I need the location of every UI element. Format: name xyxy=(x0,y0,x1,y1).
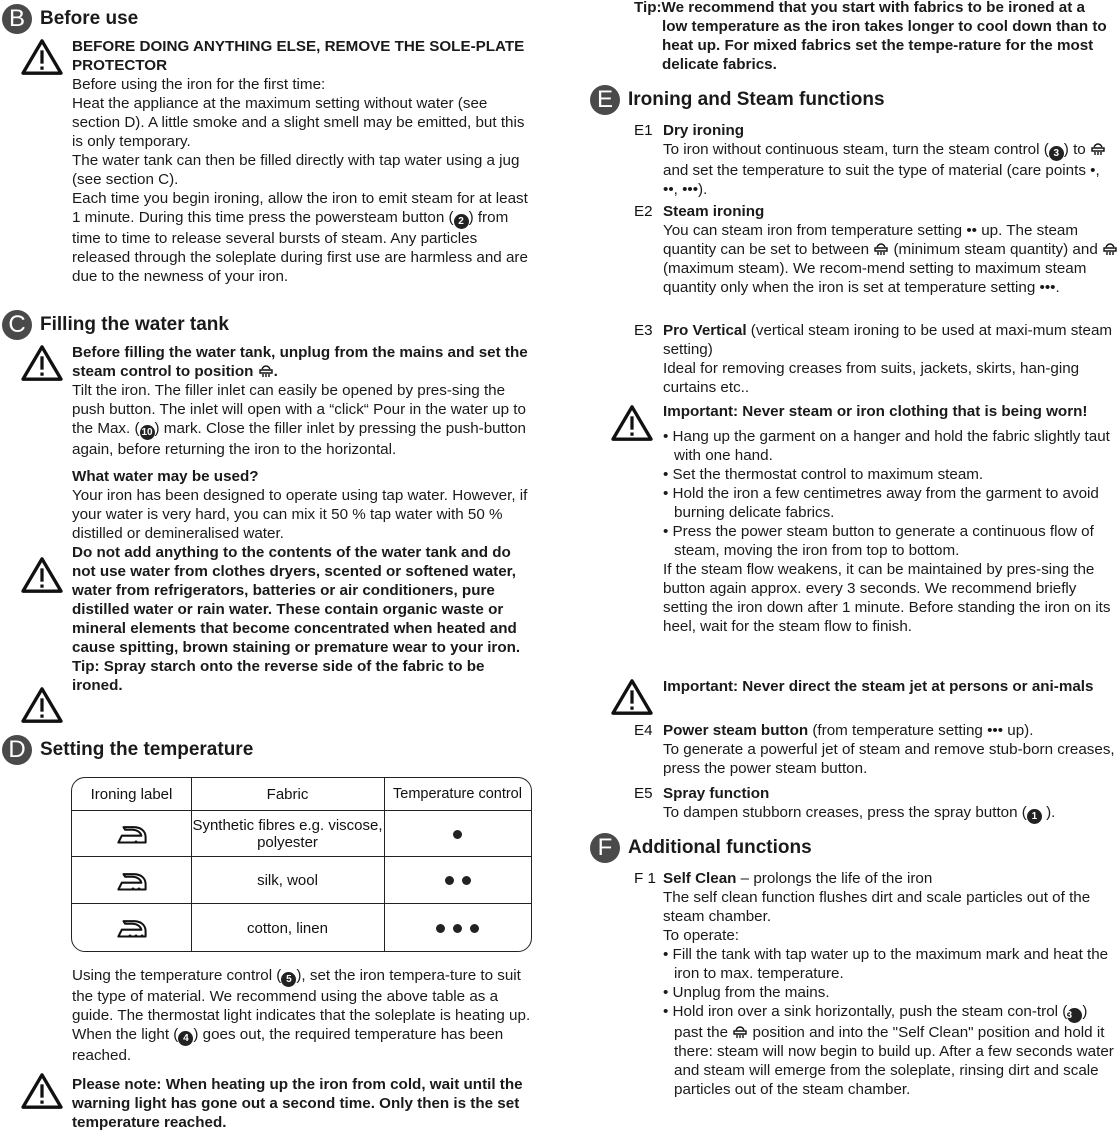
e3-text-2: Ideal for removing creases from suits, jackets, skirts, han-ging curtains etc.. xyxy=(663,360,1080,396)
e5-label: E5 xyxy=(634,785,653,802)
e5-block xyxy=(663,784,1118,824)
iron-two-dot-icon xyxy=(115,869,149,893)
header-temperature-control: Temperature control xyxy=(393,785,522,802)
e1-title: Dry ironing xyxy=(663,122,745,139)
table-row xyxy=(72,903,531,952)
e3-block xyxy=(663,321,1118,397)
temperature-table xyxy=(71,777,532,952)
section-e-badge: E xyxy=(590,85,620,115)
number-3-icon: 3 xyxy=(1049,146,1064,161)
warning-icon xyxy=(610,678,654,716)
water-answer: Your iron has been designed to operate using tap water. However, if your water is very hard, you can mix it 50 % tap water with 50 % distilled or demineralised water. xyxy=(72,487,528,542)
list-item: • Fill the tank with tap water up to the maximum mark and heat the iron to max. temperature. xyxy=(663,946,1109,982)
dots-cell xyxy=(384,811,531,857)
before-use-line: Before using the iron for the first time: xyxy=(72,76,326,93)
e3-text: Pro Vertical (vertical steam ironing to be used at maxi-mum steam setting) xyxy=(663,322,1113,358)
steam-off-icon xyxy=(258,364,274,378)
section-f-badge: F xyxy=(590,833,620,863)
e1-label: E1 xyxy=(634,122,653,139)
e4-text: Power steam button (from temperature setting ••• up). xyxy=(663,722,1034,739)
e2-label: E2 xyxy=(634,203,653,220)
iron-one-dot-icon xyxy=(115,822,149,846)
steam-off-icon xyxy=(1090,142,1106,156)
f1-text: To operate: xyxy=(663,927,739,944)
f1-block xyxy=(663,869,1119,1099)
section-c-badge: C xyxy=(2,310,32,340)
fabric-cell: Synthetic fibres e.g. viscose, polyester xyxy=(192,817,383,851)
iron-three-dot-icon xyxy=(115,916,149,940)
e1-text: To iron without continuous steam, turn the steam control ( 3 ) to and set the temperature to suit the type of material (care points •, ••, •••). xyxy=(663,140,1118,199)
tip-top: Tip:We recommend that you start with fabrics to be ironed at a low temperature as the iron takes longer to cool down than to heat up. For mixed fabrics set the tempe-rature for the most delicate fabrics. xyxy=(634,0,1107,73)
section-f-title: Additional functions xyxy=(628,837,812,858)
section-d-title: Setting the temperature xyxy=(40,739,254,760)
temperature-instructions: Using the temperature control ( 5 ), set the iron tempera-ture to suit the type of material. We recommend using the above table as a guide. The thermostat light indicates that the soleplate is heating up. When the light ( 4 ) goes out, the required temperature has been reached. xyxy=(72,967,531,1064)
important-note-2: Important: Never direct the steam jet at persons or ani-mals xyxy=(663,678,1094,695)
section-b-badge: B xyxy=(2,4,32,34)
section-c-header xyxy=(2,310,229,340)
steam-flow-text: If the steam flow weakens, it can be maintained by pres-sing the button again approx. every 3 seconds. We recommend briefly setting the iron down after 1 minute. Before standing the iron on its heel, wait for the steam flow to finish. xyxy=(663,561,1111,635)
heating-note: Please note: When heating up the iron from cold, wait until the warning light has gone out a second time. Only then is the set temperature reached. xyxy=(72,1076,523,1131)
warning-icon xyxy=(20,686,64,724)
before-use-text xyxy=(72,37,532,286)
header-fabric: Fabric xyxy=(266,785,309,803)
before-use-line: The water tank can then be filled directly with tap water using a jug (see section C). xyxy=(72,152,520,188)
starch-tip: Tip: Spray starch onto the reverse side of the fabric to be ironed. xyxy=(72,658,485,694)
table-row xyxy=(72,810,531,857)
dots-cell xyxy=(384,857,531,904)
e4-label: E4 xyxy=(634,722,653,739)
warning-icon xyxy=(610,404,654,442)
e2-title: Steam ironing xyxy=(663,203,765,220)
important-note-1: Important: Never steam or iron clothing that is being worn! xyxy=(663,403,1088,420)
filling-text xyxy=(72,343,532,695)
number-5-icon: 5 xyxy=(281,972,296,987)
warning-icon xyxy=(20,38,64,76)
water-question: What water may be used? xyxy=(72,468,259,485)
number-3-icon: 3 xyxy=(1067,1008,1082,1023)
e2-text: You can steam iron from temperature setting •• up. The steam quantity can be set to between (minimum steam quantity) and (maximum steam). We recom-mend setting to maximum steam quantity only when the iron is set at temperature setting •••. xyxy=(663,221,1118,297)
section-d-badge: D xyxy=(2,735,32,765)
f1-title-line: Self Clean – prolongs the life of the iron xyxy=(663,870,933,887)
number-4-icon: 4 xyxy=(178,1031,193,1046)
before-use-warning: BEFORE DOING ANYTHING ELSE, REMOVE THE SOLE-PLATE PROTECTOR xyxy=(72,38,525,74)
fabric-cell: silk, wool xyxy=(257,872,318,889)
e5-title: Spray function xyxy=(663,785,770,802)
list-item: • Hang up the garment on a hanger and hold the fabric slightly taut with one hand. xyxy=(663,428,1110,464)
section-f-header xyxy=(590,833,812,863)
f1-label: F 1 xyxy=(634,870,656,887)
filling-instructions: Tilt the iron. The filler inlet can easily be opened by pres-sing the push button. The inlet will open with a “click“ Pour in the water up to the Max. ( 10 ) mark. Close the filler inlet by pressing the push-button again, before returning the iron to the horizontal. xyxy=(72,382,526,458)
warning-icon xyxy=(20,556,64,594)
section-e-title: Ironing and Steam functions xyxy=(628,89,885,110)
steam-min-icon xyxy=(873,242,889,256)
e4-block xyxy=(663,721,1118,778)
list-item: • Hold iron over a sink horizontally, push the steam con-trol (3 ) past the position and into the "Self Clean" position and hold it there: steam will now begin to build up. After a few seconds water and steam will emerge from the soleplate, rinsing dirt and scale particles out of the steam chamber. xyxy=(663,1003,1114,1098)
section-b-header xyxy=(2,4,138,34)
section-d-header xyxy=(2,735,253,765)
e2-block xyxy=(663,202,1118,297)
section-c-title: Filling the water tank xyxy=(40,314,229,335)
table-row xyxy=(72,856,531,904)
section-b-title: Before use xyxy=(40,8,139,29)
number-1-icon: 1 xyxy=(1027,809,1042,824)
fabric-cell: cotton, linen xyxy=(247,919,328,937)
steam-max-icon xyxy=(732,1025,748,1039)
warning-icon xyxy=(20,1072,64,1110)
e1-block xyxy=(663,121,1118,199)
e3-label: E3 xyxy=(634,322,653,339)
e4-text-2: To generate a powerful jet of steam and remove stub-born creases, press the power steam button. xyxy=(663,741,1115,777)
table-header-row xyxy=(72,778,531,810)
list-item: • Hold the iron a few centimetres away from the garment to avoid burning delicate fabrics. xyxy=(663,485,1099,521)
dots-cell xyxy=(384,904,531,952)
warning-icon xyxy=(20,344,64,382)
list-item: • Press the power steam button to generate a continuous flow of steam, moving the iron from top to bottom. xyxy=(663,523,1094,559)
list-item: • Set the thermostat control to maximum steam. xyxy=(663,466,984,483)
vertical-instructions xyxy=(663,402,1118,636)
steam-max-icon xyxy=(1102,242,1118,256)
before-use-line: Each time you begin ironing, allow the iron to emit steam for at least 1 minute. During this time press the powersteam button ( 2 ) from time to time to release several bursts of steam. Any particles released through the soleplate during first use are harmless and are due to the newness of your iron. xyxy=(72,190,528,285)
header-ironing-label: Ironing label xyxy=(90,785,173,803)
f1-text: The self clean function flushes dirt and scale particles out of the steam chamber. xyxy=(663,889,1091,925)
number-2-icon: 2 xyxy=(454,214,469,229)
water-warning: Do not add anything to the contents of the water tank and do not use water from clothes dryers, scented or softened water, water from refrigerators, batteries or air conditioners, pure distilled water or rain water. These contain organic waste or mineral elements that become concentrated when heated and cause spitting, brown staining or premature wear to your iron. xyxy=(72,544,521,656)
before-use-line: Heat the appliance at the maximum setting without water (see section D). A little smoke and a slight smell may be emitted, but this is only temporary. xyxy=(72,95,525,150)
temperature-text xyxy=(72,966,532,1132)
number-10-icon: 10 xyxy=(141,427,153,438)
filling-warning: Before filling the water tank, unplug from the mains and set the steam control to position . xyxy=(72,344,528,380)
e5-text: To dampen stubborn creases, press the spray button ( 1 ). xyxy=(663,804,1056,822)
list-item: • Unplug from the mains. xyxy=(663,984,830,1001)
section-e-header xyxy=(590,85,885,115)
